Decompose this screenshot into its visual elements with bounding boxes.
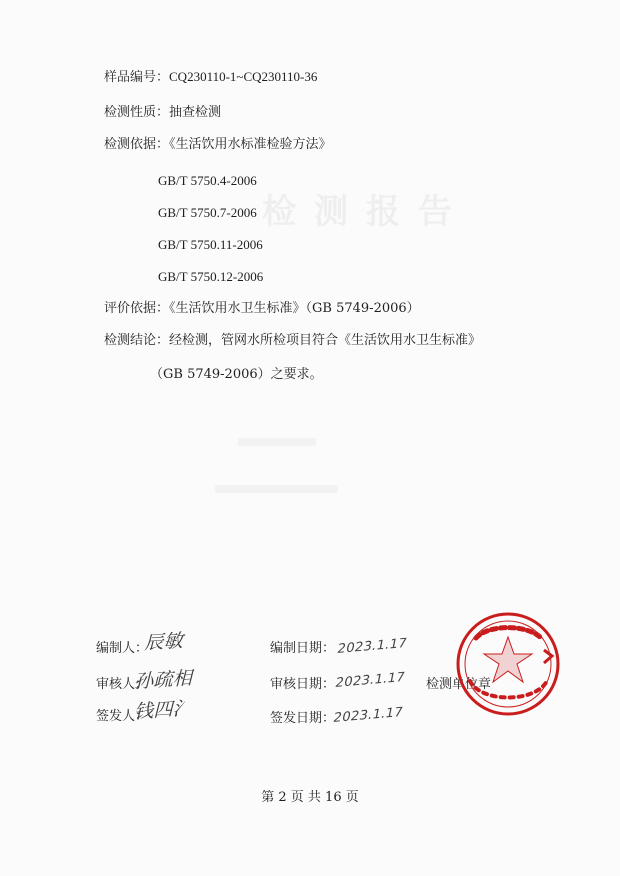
basis-label: 检测依据： — [104, 137, 170, 152]
official-seal-icon — [452, 608, 564, 720]
issue-date-label: 签发日期： — [270, 711, 336, 726]
reviewer-label: 审核人： — [96, 677, 149, 692]
basis-line — [104, 136, 332, 154]
inspection-type-label: 检测性质： — [104, 105, 170, 120]
page-footer: 第 2 页 共 16 页 — [261, 790, 359, 805]
standard-item: GB/T 5750.7-2006 — [158, 205, 257, 220]
ghost-line — [238, 438, 316, 446]
compile-date-label: 编制日期： — [270, 641, 336, 656]
evaluation-line — [104, 300, 420, 318]
standard-item: GB/T 5750.11-2006 — [158, 237, 263, 252]
review-date-label: 审核日期： — [270, 677, 336, 692]
reviewer-signature: 孙疏相 — [132, 667, 197, 693]
sample-number-label: 样品编号： — [104, 70, 170, 85]
standard-item: GB/T 5750.4-2006 — [158, 173, 257, 188]
basis-value: 《生活饮用水标准检验方法》 — [169, 137, 332, 152]
issue-date-value: 2023.1.17 — [331, 705, 405, 726]
compiler-label: 编制人： — [96, 641, 149, 656]
conclusion-line-1 — [104, 332, 481, 350]
seal-label: 检测单位章 — [426, 677, 492, 692]
ghost-report-title: 检测报告 — [262, 192, 470, 232]
conclusion-line-2: （GB 5749-2006）之要求。 — [150, 367, 323, 382]
compiler-signature: 辰敏 — [142, 629, 188, 655]
compile-date-value: 2023.1.17 — [335, 636, 409, 657]
sample-number-value: CQ230110-1~CQ230110-36 — [169, 69, 318, 84]
evaluation-value: 《生活饮用水卫生标准》（GB 5749-2006） — [169, 301, 420, 316]
standard-item: GB/T 5750.12-2006 — [158, 269, 264, 284]
review-date-value: 2023.1.17 — [333, 670, 407, 691]
ghost-line — [215, 485, 338, 493]
evaluation-label: 评价依据： — [104, 301, 170, 316]
inspection-type-value: 抽查检测 — [169, 105, 222, 120]
issuer-signature: 钱四氵 — [132, 697, 197, 723]
inspection-type-line — [104, 104, 221, 122]
conclusion-label: 检测结论： — [104, 333, 170, 348]
issuer-label: 签发人： — [96, 709, 149, 724]
conclusion-text-1: 经检测，管网水所检项目符合《生活饮用水卫生标准》 — [169, 333, 482, 348]
sample-number-line — [104, 68, 317, 87]
